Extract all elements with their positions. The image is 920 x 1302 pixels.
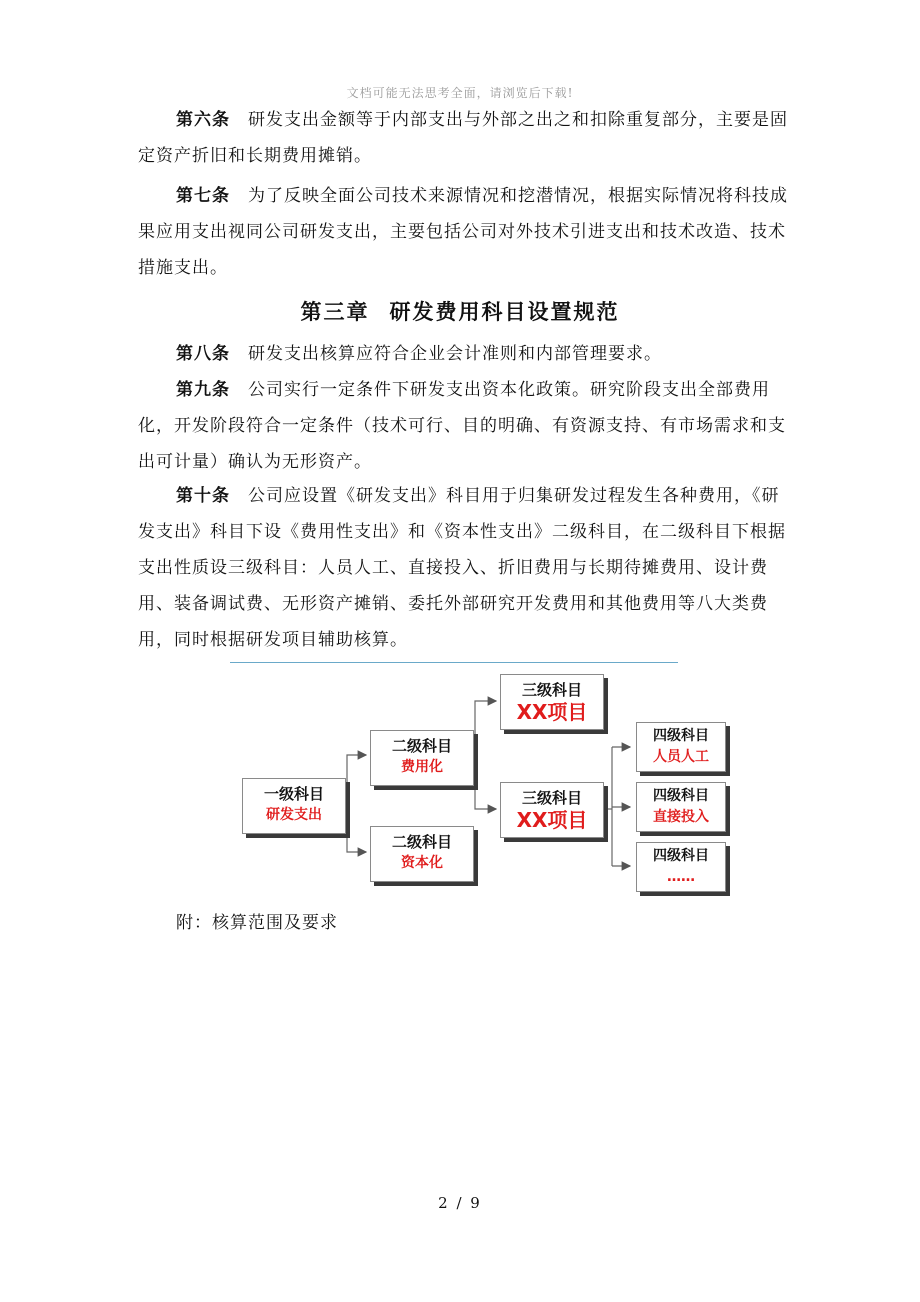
level3-project-node-b <box>500 782 604 838</box>
chapter-number: 第三章 <box>300 300 370 324</box>
node-sub: 人员人工 <box>653 749 709 765</box>
node-sub: 费用化 <box>401 759 443 775</box>
appendix-note: 附：核算范围及要求 <box>176 913 338 933</box>
node-sub: 资本化 <box>401 855 443 871</box>
node-title: 四级科目 <box>653 728 709 744</box>
chapter-title: 研发费用科目设置规范 <box>389 300 620 324</box>
node-title: 三级科目 <box>521 789 582 807</box>
article-text: 公司应设置《研发支出》科目用于归集研发过程发生各种费用，《研发支出》科目下设《费用性支出》和《资本性支出》二级科目，在二级科目下根据支出性质设三级科目：人员人工、直接投入、折旧费用与长期待摊费用、设计费用、装备调试费、无形资产摊销、委托外部研究开发费用和其他费用等八大类费用，同时根据研发项目辅助核算。 <box>138 486 786 650</box>
page-number: 2 / 9 <box>438 1194 482 1212</box>
node-title: 三级科目 <box>521 681 582 699</box>
article-label: 第七条 <box>176 186 230 206</box>
article-label: 第六条 <box>176 110 230 130</box>
node-sub: …… <box>667 869 695 885</box>
node-title: 一级科目 <box>263 785 324 803</box>
article-label: 第八条 <box>176 344 230 364</box>
node-sub: 研发支出 <box>266 807 322 823</box>
node-title: 二级科目 <box>391 737 452 755</box>
level2-expense-node <box>370 730 474 786</box>
node-sub: 直接投入 <box>653 809 709 825</box>
article-label: 第九条 <box>176 380 230 400</box>
node-sub: XX项目 <box>516 700 588 724</box>
article-label: 第十条 <box>176 486 230 506</box>
level2-capital-node <box>370 826 474 882</box>
level1-node <box>242 778 346 834</box>
node-sub: XX项目 <box>516 808 588 832</box>
node-title: 二级科目 <box>391 833 452 851</box>
article-text: 研发支出核算应符合企业会计准则和内部管理要求。 <box>248 344 662 364</box>
watermark: 文档可能无法思考全面，请浏览后下载! <box>346 86 574 100</box>
node-title: 四级科目 <box>653 848 709 864</box>
level4-personnel-node <box>636 722 726 772</box>
article-text: 为了反映全面公司技术来源情况和挖潜情况，根据实际情况将科技成果应用支出视同公司研发支出，主要包括公司对外技术引进支出和技术改造、技术措施支出。 <box>138 186 788 278</box>
article-text: 公司实行一定条件下研发支出资本化政策。研究阶段支出全部费用化，开发阶段符合一定条件（技术可行、目的明确、有资源支持、有市场需求和支出可计量）确认为无形资产。 <box>138 380 786 472</box>
article-text: 研发支出金额等于内部支出与外部之出之和扣除重复部分，主要是固定资产折旧和长期费用摊销。 <box>138 110 788 166</box>
level4-direct-input-node <box>636 782 726 832</box>
level4-other-node <box>636 842 726 892</box>
node-title: 四级科目 <box>653 788 709 804</box>
level3-project-node-a <box>500 674 604 730</box>
